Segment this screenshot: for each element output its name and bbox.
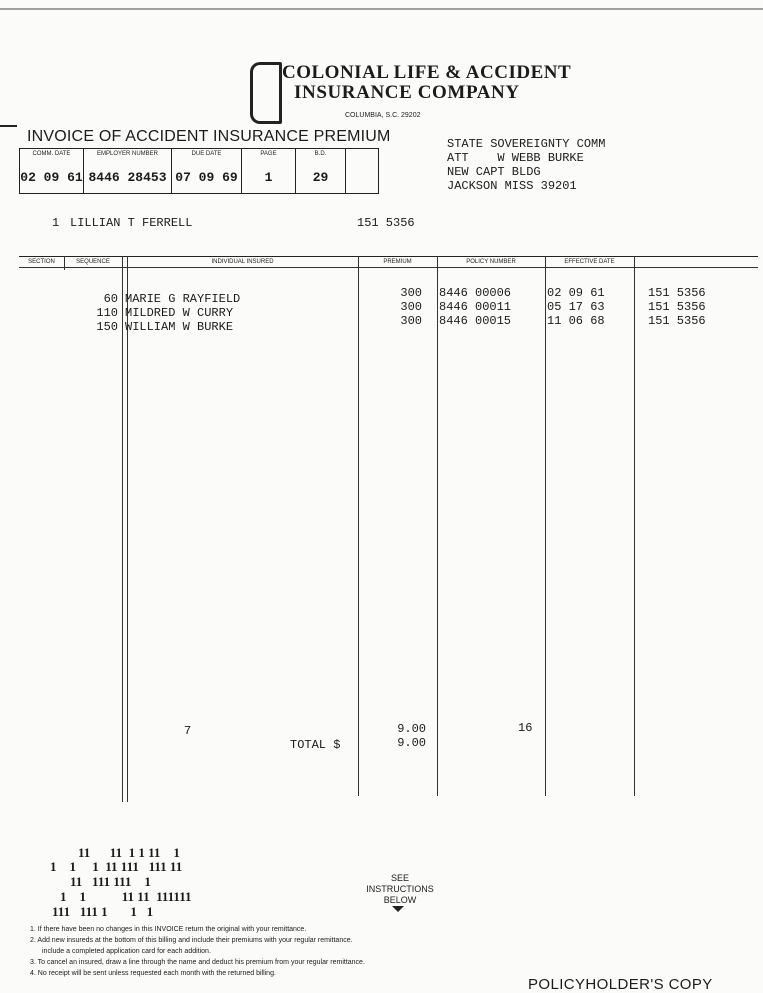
- margin-mark: [0, 125, 17, 127]
- row-ref: 151 5356: [648, 286, 706, 300]
- header-premium: PREMIUM: [383, 259, 412, 265]
- col-divider: [122, 256, 123, 802]
- row-effective: 11 06 68: [547, 314, 605, 328]
- row-premium: 300: [400, 314, 422, 328]
- address-line: ATT W WEBB BURKE: [447, 151, 584, 165]
- instruction-4: 4. No receipt will be sent unless requested each month with the returned billing.: [30, 970, 276, 977]
- ref-due-date: DUE DATE 07 09 69: [172, 149, 242, 193]
- row-effective: 05 17 63: [547, 300, 605, 314]
- tally-line: 111 111 1 1 1: [52, 904, 154, 919]
- row-policy: 8446 00015: [439, 314, 512, 328]
- row-ref: 151 5356: [648, 300, 706, 314]
- row-insured: MARIE G RAYFIELD: [125, 292, 241, 306]
- row-insured: WILLIAM W BURKE: [125, 320, 234, 334]
- tally-line: 11 11 1 1 11 1: [78, 845, 180, 860]
- header-policy-number: POLICY NUMBER: [466, 259, 516, 265]
- table-top-rule: [19, 256, 758, 257]
- col-divider: [127, 256, 128, 802]
- col-divider: [634, 256, 635, 796]
- instruction-2-cont: include a completed application card for each addition.: [42, 948, 211, 955]
- ref-bd: B.D. 29: [296, 149, 346, 193]
- ref-page: PAGE 1: [242, 149, 296, 193]
- col-divider: [545, 256, 546, 796]
- instruction-1: 1. If there have been no changes in this INVOICE return the original with your remittance.: [30, 926, 307, 933]
- copy-label: POLICYHOLDER'S COPY: [528, 976, 713, 993]
- col-divider: [358, 256, 359, 796]
- invoice-reference-box: [19, 148, 379, 194]
- row-sequence: 60: [103, 292, 118, 306]
- col-divider: [437, 256, 438, 796]
- address-line: JACKSON MISS 39201: [447, 179, 577, 193]
- address-line: NEW CAPT BLDG: [447, 165, 541, 179]
- table-header-rule: [19, 267, 758, 268]
- company-logo-icon: [250, 62, 282, 124]
- header-sequence: SEQUENCE: [76, 259, 110, 265]
- header-individual-insured: INDIVIDUAL INSURED: [211, 259, 274, 265]
- mailing-address: [447, 137, 605, 193]
- total-amount: 9.00: [397, 736, 426, 750]
- row-policy: 8446 00006: [439, 286, 512, 300]
- header-effective-date: EFFECTIVE DATE: [564, 259, 615, 265]
- company-name-line1: COLONIAL LIFE & ACCIDENT: [282, 62, 572, 83]
- arrow-down-icon: [392, 906, 404, 912]
- total-label: TOTAL $: [290, 738, 341, 752]
- tally-line: 1 1 1 11 111 111 11: [50, 859, 183, 874]
- tally-line: 1 1 11 11 111111: [60, 889, 192, 904]
- row-premium: 300: [400, 300, 422, 314]
- row-sequence: 110: [96, 306, 118, 320]
- row-premium: 300: [400, 286, 422, 300]
- instruction-3: 3. To cancel an insured, draw a line through the name and deduct his premium from your regular remittance.: [30, 959, 365, 966]
- see-instructions: SEE INSTRUCTIONS BELOW: [366, 873, 434, 905]
- company-city: COLUMBIA, S.C. 29202: [345, 112, 421, 119]
- row-sequence: 150: [96, 320, 118, 334]
- company-name-line2: INSURANCE COMPANY: [294, 82, 520, 103]
- summary-count: 7: [184, 724, 192, 738]
- tally-line: 11 111 111 1: [70, 874, 151, 889]
- insured-name: LILLIAN T FERRELL: [70, 216, 193, 230]
- scan-edge: [0, 0, 763, 10]
- invoice-title: INVOICE OF ACCIDENT INSURANCE PREMIUM: [27, 128, 391, 145]
- instruction-2: 2. Add new insureds at the bottom of this billing and include their premiums with your regular remittance.: [30, 937, 353, 944]
- insured-seq: 1: [52, 216, 60, 230]
- ref-employer-number: EMPLOYER NUMBER 8446 28453: [84, 149, 172, 193]
- row-effective: 02 09 61: [547, 286, 605, 300]
- row-policy: 8446 00011: [439, 300, 512, 314]
- summary-premium: 9.00: [397, 722, 426, 736]
- header-section: SECTION: [28, 259, 55, 265]
- insured-number: 151 5356: [357, 216, 415, 230]
- ref-comm-date: COMM. DATE 02 09 61: [20, 149, 84, 193]
- row-ref: 151 5356: [648, 314, 706, 328]
- row-insured: MILDRED W CURRY: [125, 306, 234, 320]
- summary-policy-count: 16: [518, 721, 533, 735]
- address-line: STATE SOVEREIGNTY COMM: [447, 137, 606, 151]
